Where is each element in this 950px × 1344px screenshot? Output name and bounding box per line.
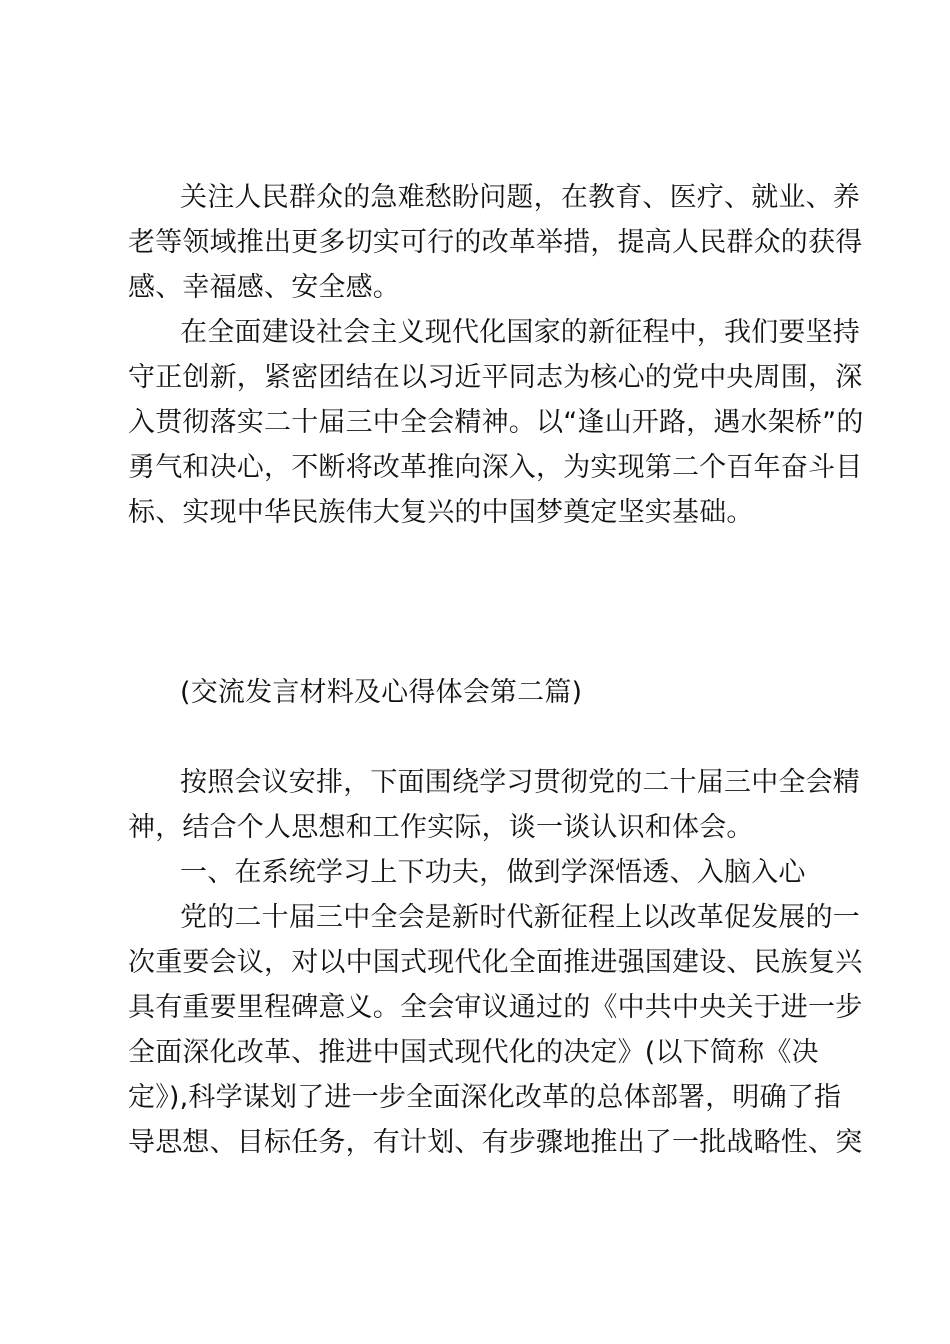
section-title: (交流发言材料及心得体会第二篇) [180, 677, 583, 708]
paragraph-3-line-1: 按照会议安排，下面围绕学习贯彻党的二十届三中全会精 [180, 767, 860, 798]
paragraph-1-line-3: 感、幸福感、安全感。 [128, 272, 400, 303]
paragraph-3-line-2: 神，结合个人思想和工作实际，谈一谈认识和体会。 [128, 812, 754, 843]
paragraph-4-line-4: 全面深化改革、推进中国式现代化的决定》(以下简称《决 [128, 1037, 819, 1068]
paragraph-2-line-1: 在全面建设社会主义现代化国家的新征程中，我们要坚持 [180, 317, 860, 348]
paragraph-2-line-3: 入贯彻落实二十届三中全会精神。以“逢山开路，遇水架桥”的 [128, 407, 864, 438]
paragraph-2-line-4: 勇气和决心，不断将改革推向深入，为实现第二个百年奋斗目 [128, 452, 863, 483]
paragraph-4-line-1: 党的二十届三中全会是新时代新征程上以改革促发展的一 [180, 902, 860, 933]
heading-1: 一、在系统学习上下功夫，做到学深悟透、入脑入心 [180, 857, 806, 888]
paragraph-1-line-1: 关注人民群众的急难愁盼问题，在教育、医疗、就业、养 [180, 182, 860, 213]
paragraph-2-line-2: 守正创新，紧密团结在以习近平同志为核心的党中央周围，深 [128, 362, 863, 393]
paragraph-4-line-3: 具有重要里程碑意义。全会审议通过的《中共中央关于进一步 [128, 992, 863, 1023]
paragraph-4-line-6: 导思想、目标任务，有计划、有步骤地推出了一批战略性、突 [128, 1127, 863, 1158]
paragraph-4-line-2: 次重要会议，对以中国式现代化全面推进强国建设、民族复兴 [128, 947, 863, 978]
paragraph-4-line-5: 定》),科学谋划了进一步全面深化改革的总体部署，明确了指 [128, 1082, 842, 1113]
paragraph-2-line-5: 标、实现中华民族伟大复兴的中国梦奠定坚实基础。 [128, 497, 754, 528]
paragraph-1-line-2: 老等领域推出更多切实可行的改革举措，提高人民群众的获得 [128, 227, 863, 258]
